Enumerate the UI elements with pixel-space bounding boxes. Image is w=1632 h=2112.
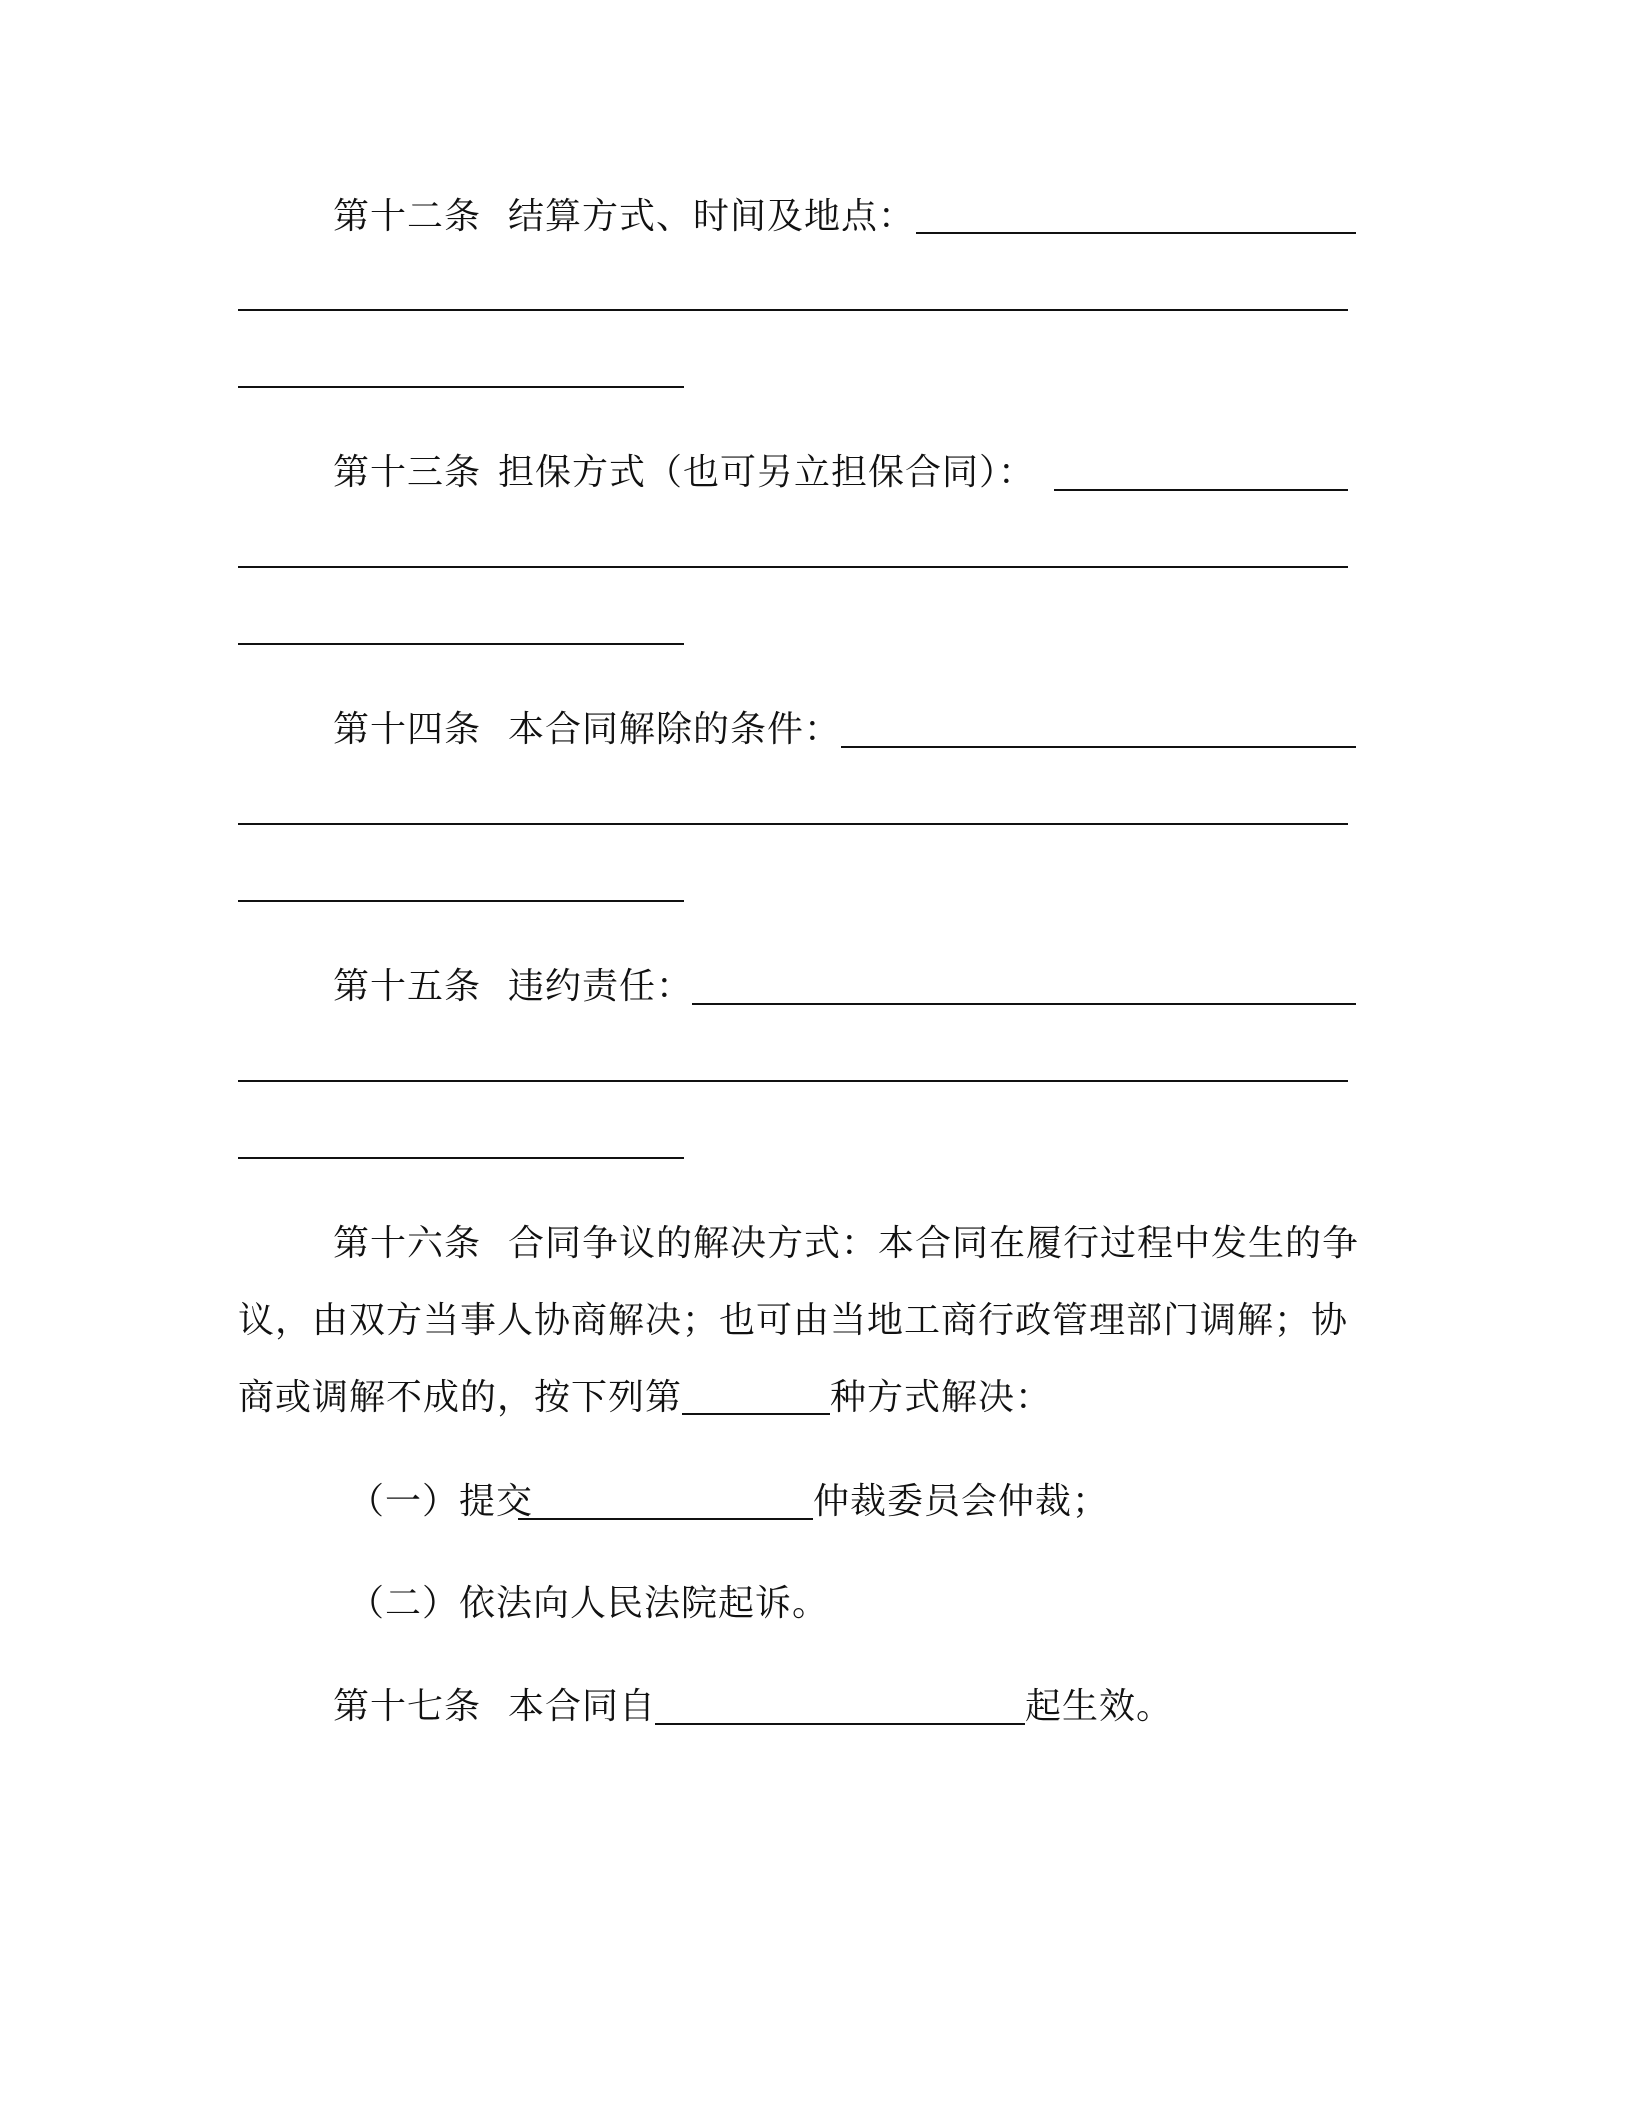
article-16-line-1: 合同争议的解决方式：本合同在履行过程中发生的争 (508, 1223, 1360, 1264)
article-12-number: 第十二条 (333, 196, 482, 237)
article-17-before: 本合同自 (508, 1686, 657, 1727)
article-14-blank-3[interactable] (238, 900, 684, 902)
article-13-blank-3[interactable] (238, 643, 684, 645)
article-16-line-3-after: 种方式解决： (830, 1377, 1053, 1418)
article-16-option-1-after: 仲裁委员会仲裁； (813, 1481, 1110, 1522)
article-16-line-2: 议，由双方当事人协商解决；也可由当地工商行政管理部门调解；协 (238, 1300, 1349, 1341)
article-17-after: 起生效。 (1025, 1686, 1174, 1727)
article-14-blank-1[interactable] (841, 746, 1356, 748)
article-16-option-2: （二）依法向人民法院起诉。 (348, 1583, 830, 1624)
article-12-title: 结算方式、时间及地点： (508, 196, 916, 237)
article-16-option-1-before: （一）提交 (348, 1481, 534, 1522)
article-15-number: 第十五条 (333, 966, 482, 1007)
article-14-number: 第十四条 (333, 709, 482, 750)
article-15-blank-2[interactable] (238, 1080, 1348, 1082)
article-13-blank-2[interactable] (238, 566, 1348, 568)
arbitration-committee-blank[interactable] (518, 1518, 813, 1520)
article-14-blank-2[interactable] (238, 823, 1348, 825)
article-16-number: 第十六条 (333, 1223, 482, 1264)
article-15-blank-3[interactable] (238, 1157, 684, 1159)
effective-date-blank[interactable] (655, 1723, 1025, 1725)
article-16-method-blank[interactable] (682, 1413, 830, 1415)
article-17-number: 第十七条 (333, 1686, 482, 1727)
article-12-blank-1[interactable] (916, 232, 1356, 234)
article-15-title: 违约责任： (508, 966, 694, 1007)
article-12-blank-3[interactable] (238, 386, 684, 388)
article-12-blank-2[interactable] (238, 309, 1348, 311)
article-14-title: 本合同解除的条件： (508, 709, 842, 750)
article-13-blank-1[interactable] (1054, 489, 1348, 491)
article-16-line-3-before: 商或调解不成的，按下列第 (238, 1377, 683, 1418)
article-13-number: 第十三条 (333, 452, 482, 493)
article-15-blank-1[interactable] (692, 1003, 1356, 1005)
article-13-title: 担保方式（也可另立担保合同）： (498, 452, 1036, 493)
